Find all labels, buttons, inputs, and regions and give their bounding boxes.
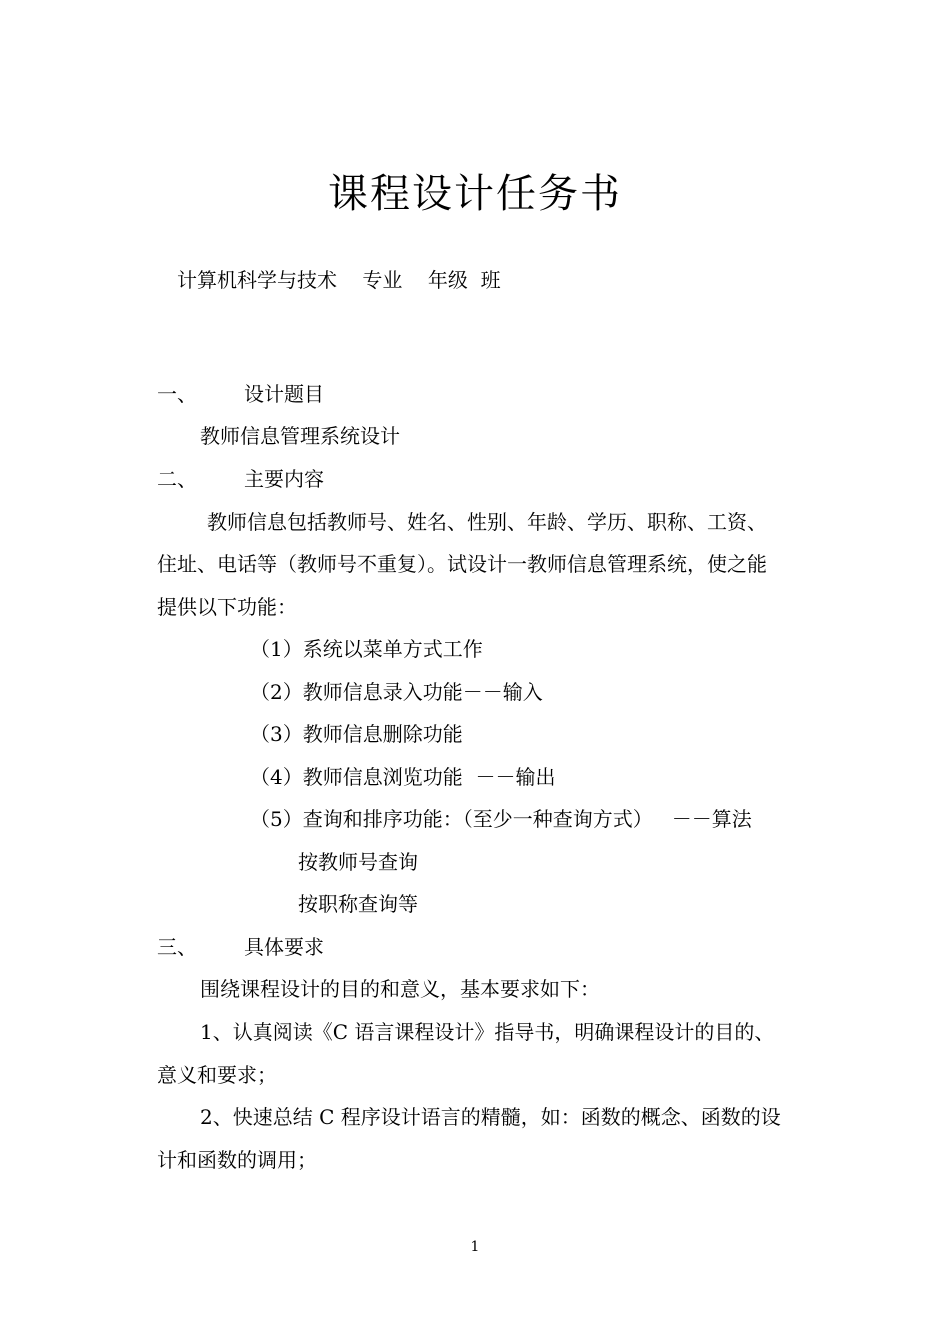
section-number: 三、 xyxy=(157,935,197,959)
paragraph-line: 住址、电话等（教师号不重复）。试设计一教师信息管理系统，使之能 xyxy=(157,552,767,576)
sub-list-item: 按教师号查询 xyxy=(298,850,418,874)
requirement-line: 计和函数的调用； xyxy=(157,1148,317,1172)
requirement-line: 1、认真阅读《C 语言课程设计》指导书，明确课程设计的目的、 xyxy=(200,1020,775,1044)
sub-list-item: 按职称查询等 xyxy=(298,892,418,916)
section-intro: 围绕课程设计的目的和意义，基本要求如下： xyxy=(200,977,600,1001)
section-heading: 具体要求 xyxy=(244,935,324,959)
section-paragraph: 教师信息管理系统设计 xyxy=(200,424,400,448)
section-heading: 设计题目 xyxy=(244,382,324,406)
list-item: （1）系统以菜单方式工作 xyxy=(250,637,483,661)
paragraph-line: 教师信息包括教师号、姓名、性别、年龄、学历、职称、工资、 xyxy=(207,510,767,534)
document-subtitle: 计算机科学与技术 专业 年级 班 xyxy=(177,268,501,292)
requirement-line: 意义和要求； xyxy=(157,1063,277,1087)
list-item: （4）教师信息浏览功能 －－输出 xyxy=(250,765,556,789)
paragraph-line: 提供以下功能： xyxy=(157,595,297,619)
list-item: （2）教师信息录入功能－－输入 xyxy=(250,680,543,704)
list-item: （3）教师信息删除功能 xyxy=(250,722,463,746)
section-number: 一、 xyxy=(157,382,197,406)
section-number: 二、 xyxy=(157,467,197,491)
section-heading: 主要内容 xyxy=(244,467,324,491)
requirement-line: 2、快速总结 C 程序设计语言的精髓，如：函数的概念、函数的设 xyxy=(200,1105,781,1129)
document-title: 课程设计任务书 xyxy=(328,171,622,217)
list-item: （5）查询和排序功能：（至少一种查询方式） －－算法 xyxy=(250,807,752,831)
page-number: 1 xyxy=(470,1239,480,1255)
